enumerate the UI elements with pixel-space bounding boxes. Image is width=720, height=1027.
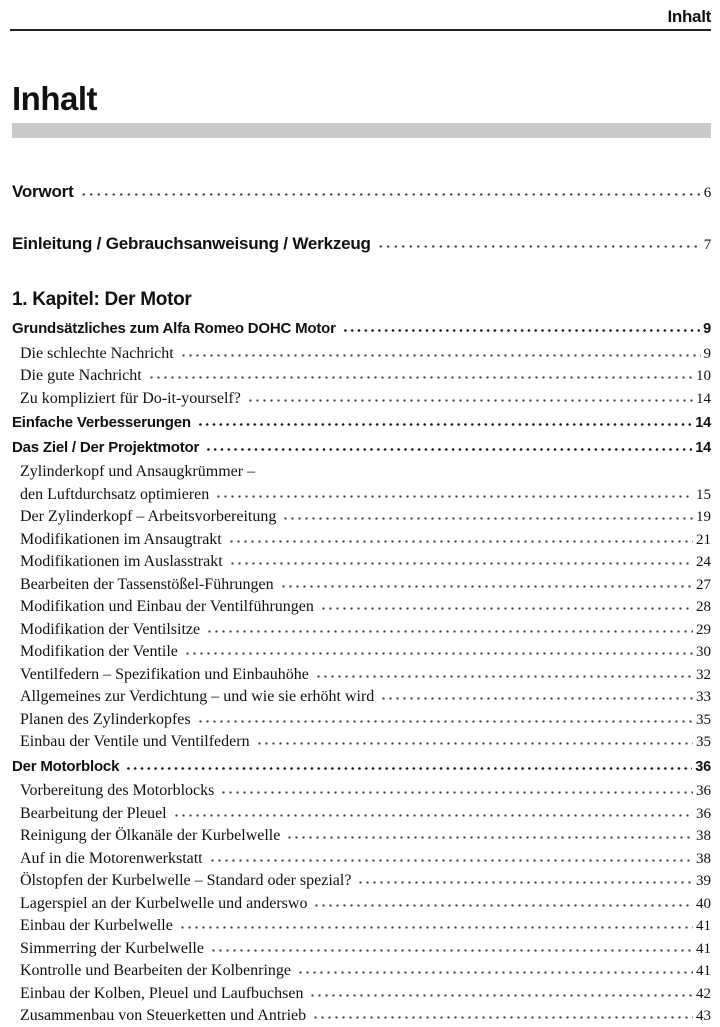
toc-entry (12, 686, 711, 709)
dot-leader (220, 785, 693, 795)
toc-entry (12, 983, 711, 1006)
dot-leader (148, 370, 693, 380)
toc-entry-page: 39 (696, 873, 711, 889)
toc-entry (12, 437, 711, 460)
toc-entry-label: Auf in die Motorenwerkstatt (20, 849, 203, 867)
page-title: Inhalt (12, 80, 97, 117)
toc-entry-page: 14 (695, 415, 711, 431)
toc-entry (12, 1005, 711, 1027)
toc-entry (12, 574, 711, 597)
toc-entry (12, 731, 711, 754)
toc-entry-page: 32 (696, 666, 711, 683)
toc-entry-page: 30 (696, 644, 711, 660)
toc-entry-label: Einbau der Kurbelwelle (20, 917, 173, 934)
toc-entry-label: Zusammenbau von Steuerketten und Antrieb (20, 1007, 307, 1024)
dot-leader (247, 393, 693, 403)
dot-leader (209, 853, 693, 863)
toc-entry-label: Einfache Verbesserungen (12, 414, 191, 431)
toc-entry-page: 7 (703, 237, 711, 253)
toc-entry-label: Planen des Zylinderkopfes (20, 710, 191, 728)
toc-entry-label: Ventilfedern – Spezifikation und Einbauhöhe (20, 665, 309, 683)
toc-entry (12, 551, 711, 574)
dot-leader (80, 187, 701, 197)
dot-leader (280, 579, 693, 589)
toc-entry-page: 35 (696, 711, 711, 728)
toc-entry-page: 9 (703, 321, 711, 337)
toc-entry-page: 36 (696, 783, 711, 799)
toc-entry-page: 36 (696, 805, 711, 822)
dot-leader (206, 624, 693, 634)
header-rule (10, 29, 711, 31)
toc-entry-label: den Luftdurchsatz optimieren (20, 485, 210, 503)
toc-entry-label: Das Ziel / Der Projektmotor (12, 438, 200, 456)
toc-entry-label: Vorwort (12, 182, 74, 201)
dot-leader (256, 736, 693, 746)
toc-entry-label: Allgemeines zur Verdichtung – und wie sie erhöht wird (20, 688, 375, 705)
toc-entry (12, 848, 711, 871)
toc-entry-label: Simmerring der Kurbelwelle (20, 939, 204, 957)
toc-entry (12, 960, 711, 983)
toc-entry-label: Modifikation der Ventilsitze (20, 620, 201, 638)
toc-entry-label: Vorbereitung des Motorblocks (20, 782, 215, 799)
dot-leader (205, 442, 692, 452)
dot-leader (197, 714, 693, 724)
toc-entry-label: Der Motorblock (12, 757, 120, 775)
toc-entry (12, 664, 711, 687)
toc-entry (12, 938, 711, 961)
toc-entry (12, 870, 711, 893)
toc-entry-label: Modifikationen im Ansaugtrakt (20, 530, 222, 548)
toc-entry-page: 6 (703, 185, 711, 201)
dot-leader (180, 348, 701, 358)
toc-entry (12, 461, 711, 484)
dot-leader (312, 1010, 693, 1020)
toc-entry (12, 232, 711, 257)
toc-entry (12, 803, 711, 826)
toc-entry (12, 780, 711, 803)
toc-entry (12, 506, 711, 529)
toc-entry-page: 10 (696, 368, 711, 384)
toc-entry-page: 38 (696, 850, 711, 867)
toc-entry-page: 19 (696, 509, 711, 525)
toc-entry-page: 41 (696, 940, 711, 957)
toc-entry-label: Einbau der Kolben, Pleuel und Laufbuchsen (20, 984, 304, 1002)
toc-entry-label: Zylinderkopf und Ansaugkrümmer – (20, 463, 256, 480)
toc-entry-label: Die gute Nachricht (20, 367, 142, 384)
toc-entry (12, 619, 711, 642)
toc-entry-page: 28 (696, 599, 711, 615)
toc-entry (12, 641, 711, 664)
toc-entry-label: Modifikation der Ventile (20, 643, 178, 660)
toc-entry-label: Ölstopfen der Kurbelwelle – Standard oder spezial? (20, 872, 352, 889)
toc-entry-page: 33 (696, 689, 711, 705)
toc-entry-label: Kontrolle und Bearbeiten der Kolbenringe (20, 962, 292, 979)
toc-entry-label: Modifikationen im Auslasstrakt (20, 553, 223, 570)
toc-entry-label: 1. Kapitel: Der Motor (12, 289, 192, 310)
toc-entry-label: Bearbeiten der Tassenstößel-Führungen (20, 575, 274, 593)
dot-leader (357, 875, 693, 885)
toc-entry-label: Bearbeitung der Pleuel (20, 804, 167, 822)
toc-entry (12, 596, 711, 619)
toc-entry (12, 388, 711, 411)
toc-entry-page: 14 (695, 439, 711, 456)
dot-leader (377, 239, 701, 249)
toc-entry (12, 318, 711, 341)
chapter-heading (12, 287, 711, 313)
toc-entry (12, 412, 711, 435)
toc-entry-page: 42 (696, 985, 711, 1002)
dot-leader (342, 323, 700, 333)
toc-entry-label: Lagerspiel an der Kurbelwelle und anderswo (20, 894, 308, 912)
toc-entry-page: 41 (696, 918, 711, 934)
toc-entry-label: Einbau der Ventile und Ventilfedern (20, 733, 250, 750)
dot-leader (229, 556, 693, 566)
toc-entry-label: Der Zylinderkopf – Arbeitsvorbereitung (20, 508, 277, 525)
toc-entry (12, 365, 711, 388)
toc-entry-page: 36 (695, 758, 711, 775)
title-bar (12, 123, 711, 138)
toc-entry-label: Modifikation und Einbau der Ventilführungen (20, 598, 314, 615)
toc-entry-label: Reinigung der Ölkanäle der Kurbelwelle (20, 827, 281, 844)
dot-leader (184, 646, 693, 656)
toc-entry (12, 756, 711, 779)
toc-entry-page: 9 (703, 345, 711, 362)
dot-leader (210, 943, 693, 953)
toc-entry-page: 38 (696, 828, 711, 844)
dot-leader (215, 489, 693, 499)
toc-entry (12, 484, 711, 507)
toc-entry (12, 825, 711, 848)
toc-entry-page: 24 (696, 554, 711, 570)
toc-entry-page: 35 (696, 734, 711, 750)
dot-leader (197, 417, 692, 427)
toc-entry-page: 40 (696, 895, 711, 912)
toc-entry-page: 14 (696, 390, 711, 407)
dot-leader (228, 534, 693, 544)
dot-leader (320, 601, 693, 611)
dot-leader (282, 511, 693, 521)
toc-entry (12, 915, 711, 938)
dot-leader (309, 988, 693, 998)
toc-entry-page: 29 (696, 621, 711, 638)
dot-leader (313, 898, 693, 908)
toc-entry (12, 709, 711, 732)
toc-entry-label: Zu kompliziert für Do-it-yourself? (20, 389, 241, 407)
dot-leader (380, 691, 693, 701)
toc-entry (12, 180, 711, 205)
running-head: Inhalt (667, 7, 711, 26)
toc-entry-label: Grundsätzliches zum Alfa Romeo DOHC Motor (12, 320, 336, 337)
toc-entry (12, 893, 711, 916)
toc-entry-page: 21 (696, 531, 711, 548)
toc-entry-page: 27 (696, 576, 711, 593)
toc-list (12, 180, 711, 1027)
toc-entry-page: 43 (696, 1008, 711, 1024)
toc-entry-label: Einleitung / Gebrauchsanweisung / Werkzeug (12, 234, 371, 253)
toc-entry-label: Die schlechte Nachricht (20, 344, 174, 362)
dot-leader (315, 669, 693, 679)
dot-leader (297, 965, 693, 975)
toc-entry-page: 41 (696, 963, 711, 979)
toc-entry (12, 529, 711, 552)
toc-entry (12, 343, 711, 366)
toc-entry-page: 15 (696, 486, 711, 503)
dot-leader (173, 808, 693, 818)
dot-leader (286, 830, 693, 840)
dot-leader (179, 920, 693, 930)
dot-leader (125, 761, 692, 771)
